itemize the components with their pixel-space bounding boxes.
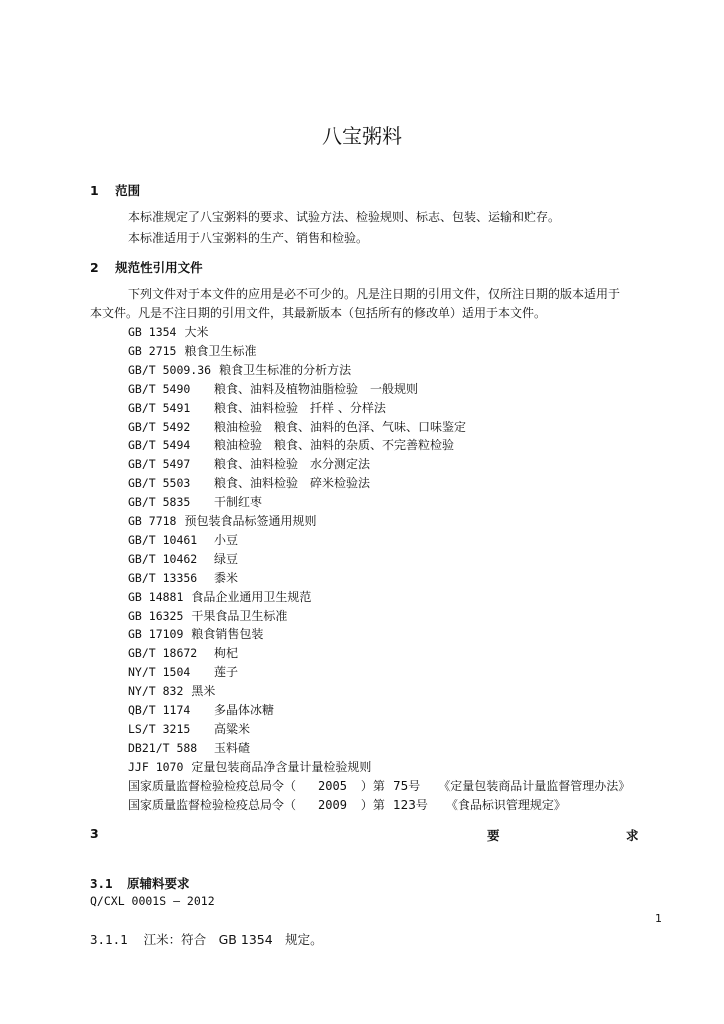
reference-item xyxy=(128,380,418,397)
reference-item xyxy=(128,663,238,680)
reference-title: 多晶体冰糖 xyxy=(214,703,275,717)
reference-title: 粮食卫生标准的分析方法 xyxy=(219,362,352,377)
reference-code: QB/T 1174 xyxy=(128,703,191,717)
standard-number: Q/CXL 0001S — 2012 xyxy=(90,894,215,908)
reference-title: 粮食销售包装 xyxy=(191,627,264,642)
reference-item xyxy=(128,418,466,435)
reference-code: GB/T 10462 xyxy=(128,551,198,566)
reference-item xyxy=(128,342,256,359)
reference-title: 干制红枣 xyxy=(214,495,263,510)
section-3-1-heading xyxy=(90,874,189,892)
reference-item xyxy=(128,720,250,737)
reference-code: GB 14881 xyxy=(128,589,184,604)
reference-code: GB 16325 xyxy=(128,608,184,623)
section-3-1-number: 3.1 xyxy=(90,876,113,891)
reference-title: 莲子 xyxy=(214,665,239,680)
reference-code: JJF 1070 xyxy=(128,759,184,774)
reference-title: 粮油检验 粮食、油料的杂质、不完善粒检验 xyxy=(214,438,455,453)
reference-title: 预包装食品标签通用规则 xyxy=(184,514,317,528)
reference-code: GB/T 5492 xyxy=(128,419,191,434)
reference-code: GB 1354 xyxy=(128,325,177,339)
reference-title: 高粱米 xyxy=(214,721,251,736)
section-3-1-1-text: 江米：符合 GB 1354 规定。 xyxy=(143,932,323,947)
reference-title: 大米 xyxy=(184,325,209,339)
decree-year: 2009 xyxy=(318,797,347,812)
reference-code: GB/T 5009.36 xyxy=(128,362,212,377)
section-2-heading xyxy=(90,258,203,276)
section-1-para-2: 本标准适用于八宝粥料的生产、销售和检验。 xyxy=(128,231,369,245)
reference-title: 粮食卫生标准 xyxy=(184,343,257,358)
reference-code: NY/T 832 xyxy=(128,684,184,699)
reference-title: 食品企业通用卫生规范 xyxy=(191,589,312,604)
reference-code: GB 2715 xyxy=(128,343,177,358)
reference-item xyxy=(128,682,215,699)
reference-item xyxy=(128,607,287,624)
section-3-title-a: 要 xyxy=(487,828,500,843)
reference-item xyxy=(128,625,263,642)
reference-item xyxy=(128,569,238,586)
reference-item xyxy=(128,550,238,567)
reference-item xyxy=(128,531,238,548)
reference-item xyxy=(128,588,311,605)
reference-item xyxy=(128,644,238,661)
reference-item xyxy=(128,323,208,340)
reference-code: GB/T 5494 xyxy=(128,438,191,453)
reference-item xyxy=(128,399,386,416)
reference-code: GB/T 5835 xyxy=(128,495,191,510)
decree-org: 国家质量监督检验检疫总局令（ xyxy=(128,778,297,793)
doc-title: 八宝粥料 xyxy=(322,124,402,148)
section-3-1-title: 原辅料要求 xyxy=(126,876,190,891)
reference-code: GB/T 5503 xyxy=(128,476,191,491)
decree-no-prefix: ）第 xyxy=(360,797,385,812)
reference-item xyxy=(128,493,262,510)
reference-code: GB 7718 xyxy=(128,514,177,528)
reference-code: GB/T 5490 xyxy=(128,381,191,396)
reference-title: 绿豆 xyxy=(214,551,239,566)
section-3-title-b: 求 xyxy=(626,828,639,843)
reference-title: 粮食、油料检验 扦样 、分样法 xyxy=(214,400,386,415)
decree-item xyxy=(128,796,566,813)
reference-item xyxy=(128,436,454,453)
section-3-number: 3 xyxy=(90,826,99,841)
reference-title: 定量包装商品净含量计量检验规则 xyxy=(191,759,372,774)
reference-title: 玉料碴 xyxy=(214,740,251,755)
reference-code: GB 17109 xyxy=(128,627,184,642)
reference-title: 黑米 xyxy=(191,684,216,699)
reference-code: GB/T 5497 xyxy=(128,457,191,472)
reference-title: 干果食品卫生标准 xyxy=(191,608,288,623)
decree-title: 《食品标识管理规定》 xyxy=(445,797,566,812)
section-2-intro-line-1: 下列文件对于本文件的应用是必不可少的。凡是注日期的引用文件，仅所注日期的版本适用于 xyxy=(128,287,621,301)
section-3-1-1-number: 3.1.1 xyxy=(90,932,128,947)
reference-title: 小豆 xyxy=(214,532,239,547)
reference-code: NY/T 1504 xyxy=(128,665,191,680)
section-2-title: 规范性引用文件 xyxy=(115,260,203,275)
decree-org: 国家质量监督检验检疫总局令（ xyxy=(128,797,297,812)
reference-item xyxy=(128,758,371,775)
reference-title: 枸杞 xyxy=(214,646,239,661)
decree-number: 123号 xyxy=(392,797,428,812)
reference-title: 粮油检验 粮食、油料的色泽、气味、口味鉴定 xyxy=(214,419,467,434)
reference-title: 粮食、油料检验 碎米检验法 xyxy=(214,476,371,491)
decree-year: 2005 xyxy=(318,778,347,793)
decree-title: 《定量包装商品计量监督管理办法》 xyxy=(438,778,631,793)
reference-item xyxy=(128,701,274,718)
decree-item xyxy=(128,777,630,794)
section-2-intro-line-2: 本文件。凡是不注日期的引用文件，其最新版本（包括所有的修改单）适用于本文件。 xyxy=(90,306,547,320)
page-number: 1 xyxy=(655,912,662,925)
reference-code: GB/T 10461 xyxy=(128,532,198,547)
reference-item xyxy=(128,474,370,491)
reference-item xyxy=(128,739,250,756)
reference-title: 粮食、油料检验 水分测定法 xyxy=(214,457,371,472)
section-1-heading xyxy=(90,181,140,199)
section-1-number: 1 xyxy=(90,183,99,198)
reference-title: 粮食、油料及植物油脂检验 一般规则 xyxy=(214,381,419,396)
reference-item xyxy=(128,361,351,378)
section-1-para-1: 本标准规定了八宝粥料的要求、试验方法、检验规则、标志、包装、运输和贮存。 xyxy=(128,210,561,224)
reference-code: LS/T 3215 xyxy=(128,721,191,736)
section-3-1-1 xyxy=(90,930,323,949)
reference-code: GB/T 5491 xyxy=(128,400,191,415)
reference-code: GB/T 13356 xyxy=(128,570,198,585)
section-2-number: 2 xyxy=(90,260,99,275)
reference-code: DB21/T 588 xyxy=(128,740,198,755)
reference-item xyxy=(128,512,316,529)
reference-title: 黍米 xyxy=(214,570,239,585)
reference-item xyxy=(128,455,370,472)
section-1-title: 范围 xyxy=(115,183,141,198)
decree-no-prefix: ）第 xyxy=(360,778,385,793)
reference-code: GB/T 18672 xyxy=(128,646,198,661)
decree-number: 75号 xyxy=(392,778,421,793)
